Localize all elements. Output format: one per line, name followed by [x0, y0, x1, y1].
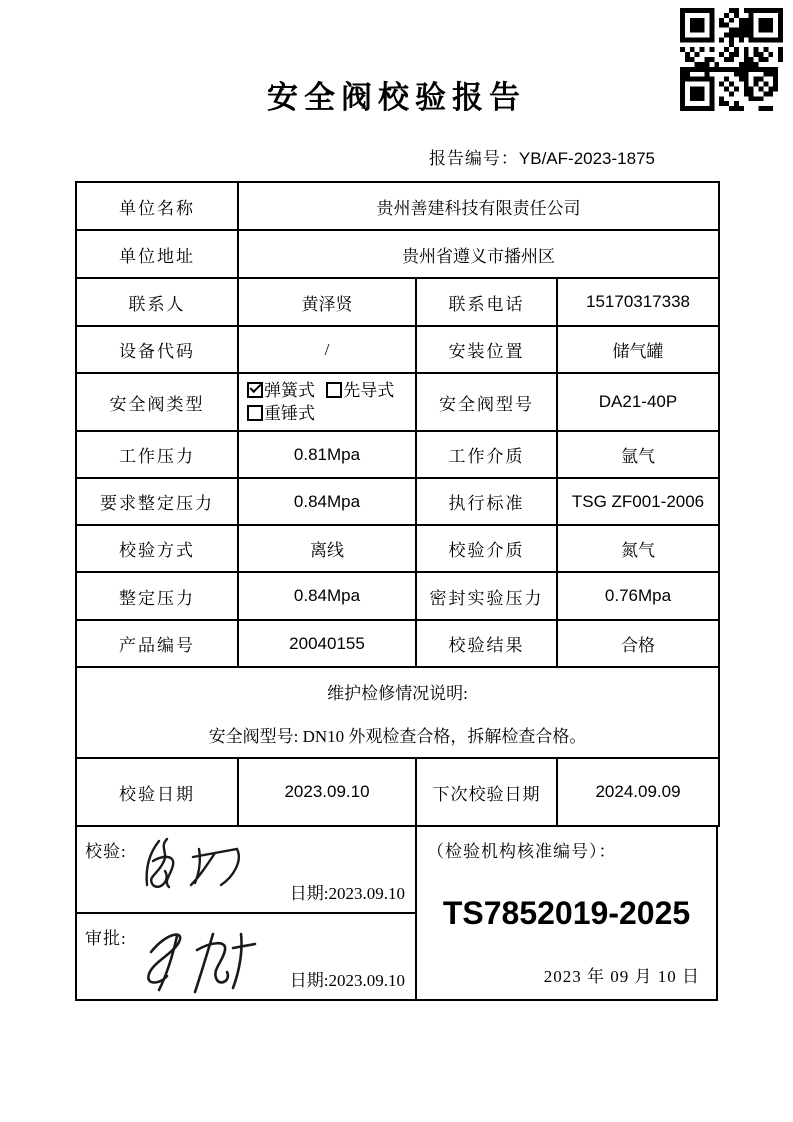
field-label: 下次校验日期	[416, 758, 557, 826]
table-row-device	[76, 326, 719, 373]
valve-type-options	[238, 373, 416, 431]
table-row-unit-name	[76, 182, 719, 230]
field-label: 工作压力	[76, 431, 238, 478]
calibrator-signature	[129, 831, 279, 895]
field-value: 合格	[557, 620, 719, 667]
calibrator-label: 校验:	[85, 842, 127, 861]
field-value: 15170317338	[557, 278, 719, 326]
table-row-maintenance	[76, 667, 719, 758]
field-label: 联系人	[76, 278, 238, 326]
org-approval-number: TS7852019-2025	[442, 895, 691, 931]
field-value: DA21-40P	[557, 373, 719, 431]
field-label: 校验日期	[76, 758, 238, 826]
field-label: 设备代码	[76, 326, 238, 373]
table-row-set-pressure	[76, 572, 719, 620]
checkbox-spring-type-icon	[247, 382, 263, 398]
table-row-contact	[76, 278, 719, 326]
org-approval-box	[417, 827, 716, 999]
checkbox-spring-label: 弹簧式	[264, 381, 315, 400]
field-label: 单位名称	[76, 182, 238, 230]
maintenance-content: 安全阀型号: DN10 外观检查合格，拆解检查合格。	[208, 726, 587, 746]
field-value: 氮气	[557, 525, 719, 572]
report-number-value: YB/AF-2023-1875	[518, 149, 655, 168]
report-number	[429, 144, 655, 169]
field-value: /	[238, 326, 416, 373]
field-label: 整定压力	[76, 572, 238, 620]
field-label: 安装位置	[416, 326, 557, 373]
field-label: 校验结果	[416, 620, 557, 667]
field-value: 贵州善建科技有限责任公司	[238, 182, 719, 230]
table-row-product-no	[76, 620, 719, 667]
checkbox-pilot-label: 先导式	[343, 381, 395, 400]
field-value: 0.84Mpa	[238, 478, 416, 525]
field-label: 单位地址	[76, 230, 238, 278]
table-row-req-set-pressure	[76, 478, 719, 525]
field-label: 密封实验压力	[416, 572, 557, 620]
page-title: 安全阀校验报告	[267, 80, 526, 115]
maintenance-title: 维护检修情况说明:	[327, 683, 468, 703]
org-approval-date: 2023 年 09 月 10 日	[543, 967, 700, 986]
field-label: 要求整定压力	[76, 478, 238, 525]
field-value: 黄泽贤	[238, 278, 416, 326]
table-row-work-pressure	[76, 431, 719, 478]
field-label: 安全阀型号	[416, 373, 557, 431]
field-value: 2023.09.10	[238, 758, 416, 826]
table-row-valve-type	[76, 373, 719, 431]
field-value: 贵州省遵义市播州区	[238, 230, 719, 278]
report-table	[75, 181, 718, 1001]
field-value: 0.76Mpa	[557, 572, 719, 620]
field-value: 20040155	[238, 620, 416, 667]
approver-box	[77, 914, 415, 999]
approver-date: 日期:2023.09.10	[289, 971, 405, 990]
calibrator-date: 日期:2023.09.10	[289, 884, 405, 903]
approver-signature	[137, 922, 307, 996]
calibrator-box	[77, 827, 415, 914]
checkbox-pilot-type-icon	[326, 382, 342, 398]
approver-label: 审批:	[85, 929, 127, 948]
signature-section	[75, 827, 718, 1001]
maintenance-notes	[76, 667, 719, 758]
field-value: 0.81Mpa	[238, 431, 416, 478]
field-label: 执行标准	[416, 478, 557, 525]
field-value: 0.84Mpa	[238, 572, 416, 620]
org-approval-label: （检验机构核准编号）：	[427, 842, 617, 861]
field-label: 联系电话	[416, 278, 557, 326]
field-value: TSG ZF001-2006	[557, 478, 719, 525]
checkbox-weight-label: 重锤式	[264, 404, 315, 423]
field-value: 离线	[238, 525, 416, 572]
table-row-dates	[76, 758, 719, 826]
field-label: 校验介质	[416, 525, 557, 572]
field-value: 2024.09.09	[557, 758, 719, 826]
field-label: 工作介质	[416, 431, 557, 478]
field-label: 产品编号	[76, 620, 238, 667]
report-number-label: 报告编号：	[428, 149, 519, 168]
field-value: 储气罐	[557, 326, 719, 373]
table-row-unit-addr	[76, 230, 719, 278]
field-label: 校验方式	[76, 525, 238, 572]
field-label: 安全阀类型	[76, 373, 238, 431]
checkbox-weight-type-icon	[247, 405, 263, 421]
table-row-method	[76, 525, 719, 572]
field-value: 氩气	[557, 431, 719, 478]
